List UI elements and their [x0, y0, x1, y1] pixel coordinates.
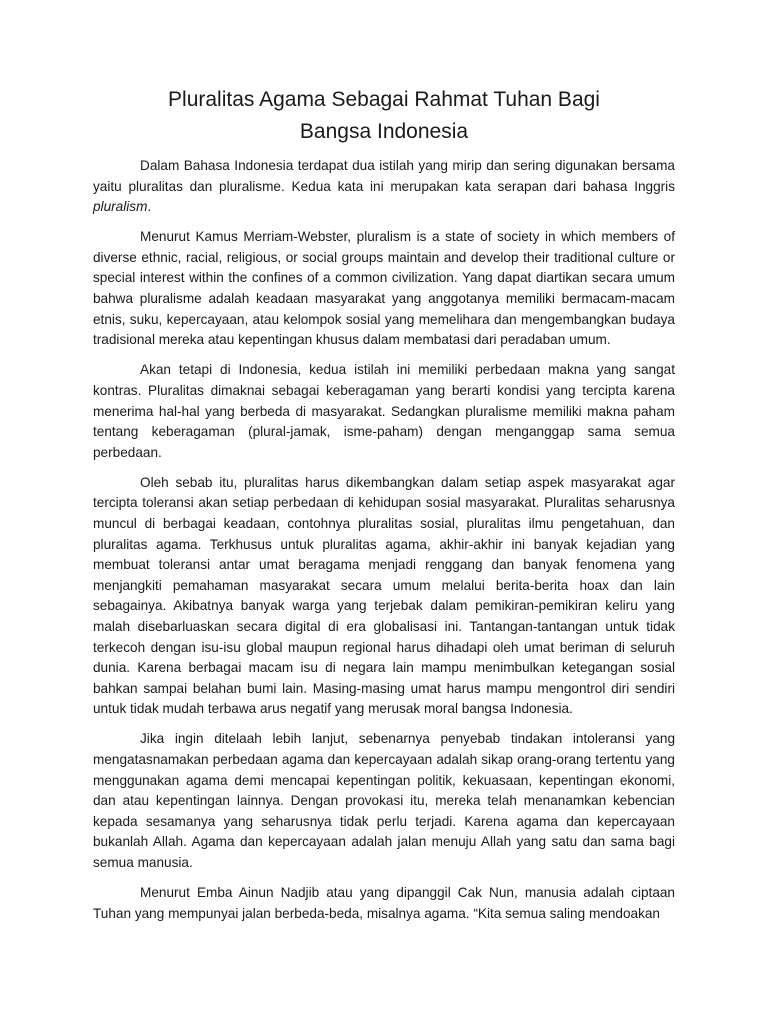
- paragraph-4: Oleh sebab itu, pluralitas harus dikembangkan dalam setiap aspek masyarakat agar tercipta toleransi akan setiap perbedaan di kehidupan sosial masyarakat. Pluralitas seharusnya muncul di berbagai keadaan, contohnya pluralitas sosial, pluralitas ilmu pengetahuan, dan pluralitas agama. Terkhusus untuk pluralitas agama, akhir-akhir ini banyak kejadian yang membuat toleransi antar umat beragama menjadi renggang dan banyak fenomena yang menjangkiti pemahaman masyarakat secara umum melalui berita-berita hoax dan lain sebagainya. Akibatnya banyak warga yang terjebak dalam pemikiran-pemikiran keliru yang malah disebarluaskan secara digital di era globalisasi ini. Tantangan-tantangan untuk tidak terkecoh dengan isu-isu global maupun regional harus dihadapi oleh umat beriman di seluruh dunia. Karena berbagai macam isu di negara lain mampu menimbulkan ketegangan sosial bahkan sampai belahan bumi lain. Masing-masing umat harus mampu mengontrol diri sendiri untuk tidak mudah terbawa arus negatif yang merusak moral bangsa Indonesia.: [93, 474, 675, 717]
- paragraph-1-italic-term: pluralism: [93, 199, 148, 215]
- document-page: [93, 84, 675, 934]
- paragraph-1-text: Dalam Bahasa Indonesia terdapat dua istilah yang mirip dan sering digunakan bersama yaitu pluralitas dan pluralisme. Kedua kata ini merupakan kata serapan dari bahasa Inggris: [93, 158, 675, 194]
- paragraph-1-end: .: [147, 199, 152, 215]
- paragraph-3: Akan tetapi di Indonesia, kedua istilah ini memiliki perbedaan makna yang sangat kontras. Pluralitas dimaknai sebagai keberagaman yang berarti kondisi yang tercipta karena menerima hal-hal yang berbeda di masyarakat. Sedangkan pluralisme memiliki makna paham tentang keberagaman (plural-jamak, isme-paham) dengan menganggap sama semua perbedaan.: [93, 362, 675, 460]
- paragraph-6: Menurut Emba Ainun Nadjib atau yang dipanggil Cak Nun, manusia adalah ciptaan Tuhan yang mempunyai jalan berbeda-beda, misalnya agama. “Kita semua saling mendoakan: [93, 885, 675, 921]
- document-title: [93, 84, 675, 148]
- title-line-1: Pluralitas Agama Sebagai Rahmat Tuhan Bagi: [168, 88, 600, 111]
- paragraph-5: Jika ingin ditelaah lebih lanjut, sebenarnya penyebab tindakan intoleransi yang mengatasnamakan perbedaan agama dan kepercayaan adalah sikap orang-orang tertentu yang menggunakan agama demi mencapai kepentingan politik, kekuasaan, kepentingan ekonomi, dan atau kepentingan lainnya. Dengan provokasi itu, mereka telah menanamkan kebencian kepada sesamanya yang seharusnya tidak perlu terjadi. Karena agama dan kepercayaan bukanlah Allah. Agama dan kepercayaan adalah jalan menuju Allah yang satu dan sama bagi semua manusia.: [93, 731, 675, 870]
- title-line-2: Bangsa Indonesia: [299, 120, 469, 143]
- paragraph-2: Menurut Kamus Merriam-Webster, pluralism is a state of society in which members of diverse ethnic, racial, religious, or social groups maintain and develop their traditional culture or special interest within the confines of a common civilization. Yang dapat diartikan secara umum bahwa pluralisme adalah keadaan masyarakat yang anggotanya memiliki bermacam-macam etnis, suku, kepercayaan, atau kelompok sosial yang memelihara dan mengembangkan budaya tradisional mereka atau kepentingan khusus dalam membatasi dari peradaban umum.: [93, 229, 675, 348]
- paragraph-1: [93, 156, 675, 218]
